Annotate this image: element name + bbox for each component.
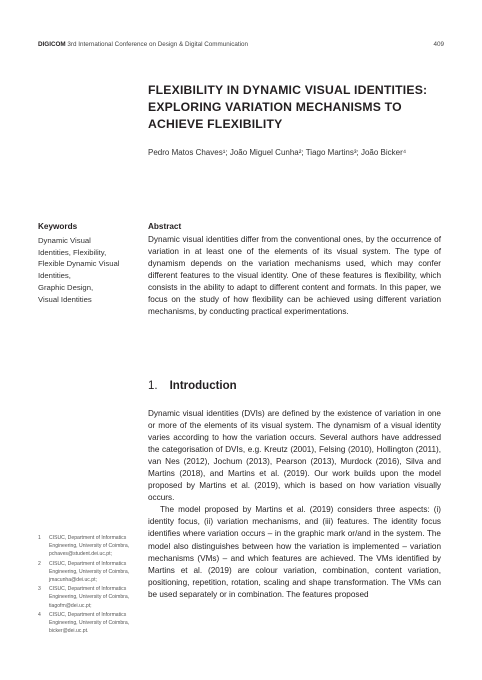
author-list: Pedro Matos Chaves¹; João Miguel Cunha²; Tiago Martins³; João Bicker⁴ [148, 148, 407, 157]
section-heading [148, 380, 237, 392]
footnote-number: 4 [38, 611, 41, 618]
footnote [38, 560, 138, 585]
keyword-item: Identities, Flexibility, [38, 247, 107, 257]
keyword-item: Visual Identities [38, 294, 92, 304]
footnote [38, 611, 138, 636]
paper-title: FLEXIBILITY IN DYNAMIC VISUAL IDENTITIES: EXPLORING VARIATION MECHANISMS TO ACHIEVE FLEXIBILITY [148, 83, 428, 131]
footnote-text: CISUC, Department of Informatics Engineering, University of Coimbra, jmacunha@dei.uc.pt; [49, 560, 130, 584]
keyword-item: Flexible Dynamic Visual [38, 259, 120, 269]
footnote-text: CISUC, Department of Informatics Engineering, University of Coimbra, tiagofm@dei.uc.pt; [49, 586, 130, 609]
conference-brand: DIGICOM [38, 41, 66, 48]
keyword-item: Identities, [38, 271, 71, 281]
footnote-number: 2 [38, 560, 41, 567]
keywords-heading: Keywords [38, 222, 78, 231]
section-body [148, 408, 441, 601]
footnote [38, 534, 138, 559]
footnote [38, 585, 138, 610]
footnotes [38, 534, 138, 636]
footnote-number: 3 [38, 586, 41, 593]
running-header [38, 41, 444, 51]
abstract-text: Dynamic visual identities differ from the conventional ones, by the occurrence of variation in at least one of the elements of its visual system. The type of dynamism depends on the variation mechanisms used, which may confer different features to the visual identity. One of these features is flexibility, which consists in the ability to adapt to different content and formats. In this paper, we focus on the study of how flexibility can be achieved using different variation mechanisms, by conducting practical experimentations. [148, 235, 441, 316]
keywords-list [38, 235, 138, 305]
footnote-number: 1 [38, 535, 41, 541]
keyword-item: Graphic Design, [38, 282, 94, 292]
keyword-item: Dynamic Visual [38, 236, 91, 245]
page-number: 409 [433, 41, 444, 48]
body-paragraph: The model proposed by Martins et al. (2019) considers three aspects: (i) identity focus, (ii) variation mechanisms, and (iii) features. The identity focus identifies where variation occurs – in the graphic mark or/and in the system. The model also distinguishes between how the variation is implemented – variation mechanisms (VMs) – and which features are achieved. The VMs identified by Martins et al. (2019) are colour variation, combination, content variation, positioning, repetition, rotation, scaling and shape transformation. The VMs can be used separately or in combination. The features proposed [148, 505, 441, 599]
footnote-text: CISUC, Department of Informatics Engineering, University of Coimbra, bicker@dei.uc.pt. [49, 611, 130, 635]
abstract-heading: Abstract [148, 222, 182, 231]
footnote-text: CISUC, Department of Informatics Engineering, University of Coimbra, pchaves@student.dei.uc.pt; [49, 535, 130, 558]
conference-name: 3rd International Conference on Design & Digital Communication [67, 41, 248, 48]
body-paragraph: Dynamic visual identities (DVIs) are defined by the existence of variation in one or more of the elements of its visual system. The dynamism of a visual identity varies according to how the variation occurs. Several authors have addressed the categorisation of DVIs, e.g. Kreutz (2001), Felsing (2010), Hollington (2011), van Nes (2012), Jochum (2013), Pearson (2013), Murdock (2016), Silva and Martins (2018), and Martins et al. (2019). Our work builds upon the model proposed by Martins et al. (2019), which is based on how variation visually occurs. [148, 409, 441, 503]
section-number: 1. [148, 380, 158, 392]
section-title: Introduction [169, 380, 237, 392]
